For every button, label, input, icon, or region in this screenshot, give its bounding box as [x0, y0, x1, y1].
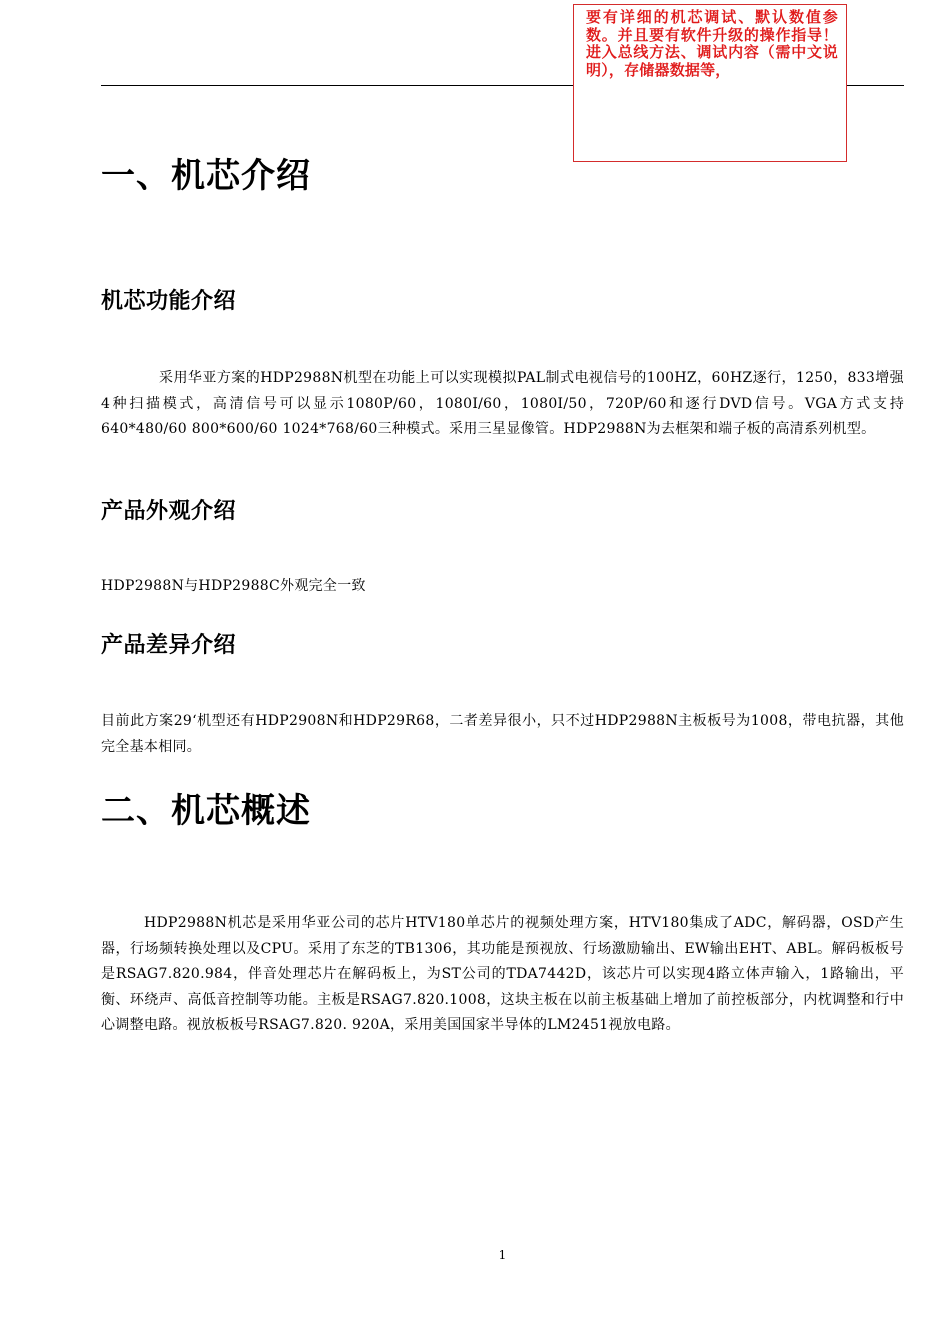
- subheading-function: 机芯功能介绍: [101, 289, 237, 314]
- section-heading-overview: 二、机芯概述: [101, 791, 311, 831]
- paragraph-difference: 目前此方案29‘机型还有HDP2908N和HDP29R68，二者差异很小，只不过HDP2988N主板板号为1008，带电抗器，其他完全基本相同。: [101, 713, 904, 755]
- paragraph-appearance: HDP2988N与HDP2988C外观完全一致: [101, 578, 366, 594]
- page-number: 1: [498, 1248, 507, 1262]
- paragraph-function: 采用华亚方案的HDP2988N机型在功能上可以实现模拟PAL制式电视信号的100HZ，60HZ逐行，1250，833增强4种扫描模式，高清信号可以显示1080P/60，1080I/60，1080I/50，720P/60和逐行DVD信号。VGA方式支持640*480/60 800*600/60 1024*768/60三种模式。采用三星显像管。HDP2988N为去框架和端子板的高清系列机型。: [101, 370, 904, 437]
- review-comment-text: 要有详细的机芯调试、默认数值参数。并且要有软件升级的操作指导！进入总线方法、调试内容（需中文说明），存储器数据等，: [586, 8, 838, 79]
- subheading-appearance: 产品外观介绍: [101, 499, 237, 524]
- subheading-difference: 产品差异介绍: [101, 633, 237, 658]
- paragraph-overview: HDP2988N机芯是采用华亚公司的芯片HTV180单芯片的视频处理方案，HTV180集成了ADC，解码器，OSD产生器，行场频转换处理以及CPU。采用了东芝的TB1306，其功能是预视放、行场激励输出、EW输出EHT、ABL。解码板板号是RSAG7.820.984，伴音处理芯片在解码板上，为ST公司的TDA7442D，该芯片可以实现4路立体声输入，1路输出，平衡、环绕声、高低音控制等功能。主板是RSAG7.820.1008，这块主板在以前主板基础上增加了前控板部分，内枕调整和行中心调整电路。视放板板号RSAG7.820. 920A，采用美国国家半导体的LM2451视放电路。: [101, 915, 904, 1033]
- review-comment-box: [573, 4, 847, 162]
- section-heading-intro: 一、机芯介绍: [101, 156, 311, 196]
